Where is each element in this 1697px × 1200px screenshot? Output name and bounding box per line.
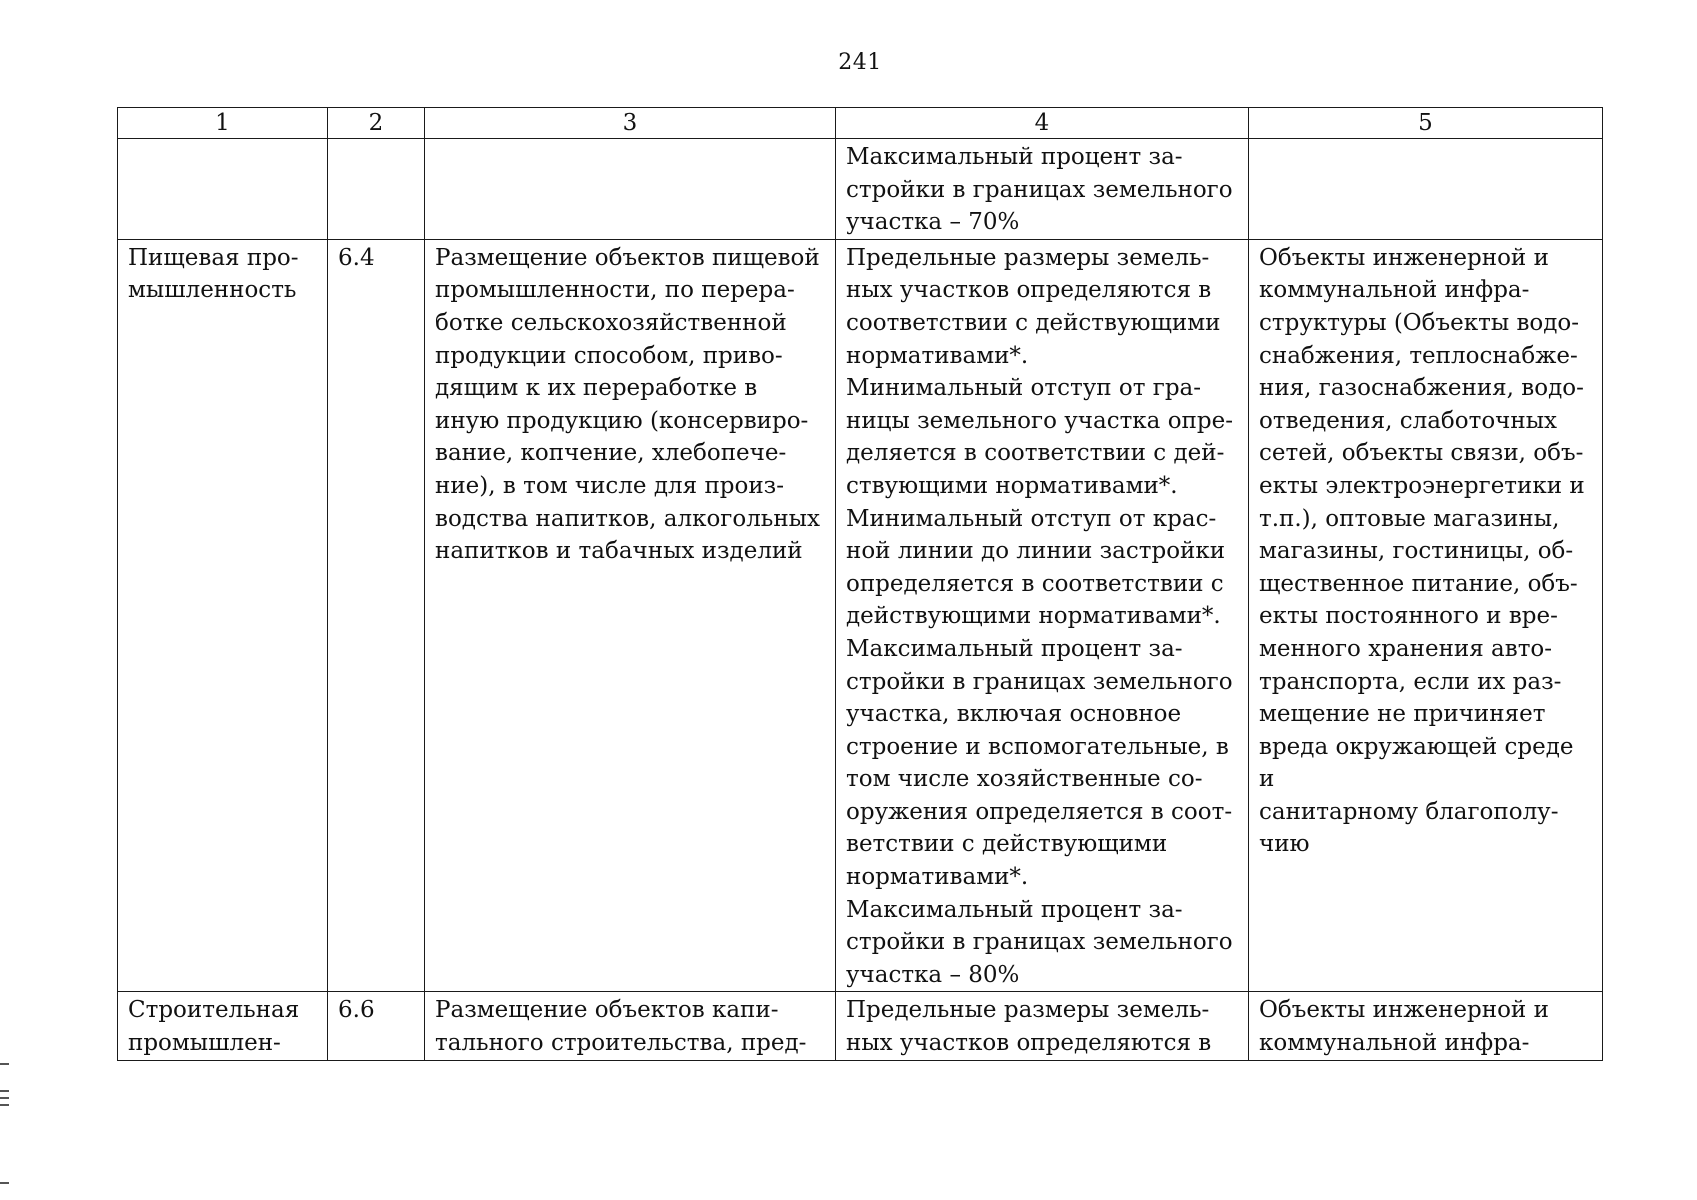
margin-scan-mark xyxy=(0,1063,9,1065)
margin-scan-mark xyxy=(0,1182,9,1184)
use-name-cell: Строительная промышлен- xyxy=(118,992,328,1060)
table-row xyxy=(118,239,1603,992)
parameters-cell: Предельные размеры земель- ных участков определяются в xyxy=(836,992,1249,1060)
auxiliary-uses-cell xyxy=(1249,139,1603,240)
table-row xyxy=(118,139,1603,240)
column-header: 5 xyxy=(1249,108,1603,139)
use-description-cell: Размещение объектов капи- тального строительства, пред- xyxy=(425,992,836,1060)
column-header: 4 xyxy=(836,108,1249,139)
auxiliary-uses-cell: Объекты инженерной и коммунальной инфра- xyxy=(1249,992,1603,1060)
use-name-cell: Пищевая про- мышленность xyxy=(118,239,328,992)
column-header: 3 xyxy=(425,108,836,139)
use-code-cell xyxy=(328,139,425,240)
table-header-row xyxy=(118,108,1603,139)
use-description-cell: Размещение объектов пищевой промышленности, по перера- ботке сельскохозяйственной продукции способом, приво- дящим к их переработке в иную продукцию (консервиро- вание, копчение, хлебопече- ние), в том числе для произ- водства напитков, алкогольных напитков и табачных изделий xyxy=(425,239,836,992)
parameters-cell: Предельные размеры земель- ных участков определяются в соответствии с действующими нормативами*. Минимальный отступ от гра- ницы земельного участка опре- деляется в соответствии с дей- ствующими нормативами*. Минимальный отступ от крас- ной линии до линии застройки определяется в соответствии с действующими нормативами*. Максимальный процент за- стройки в границах земельного участка, включая основное строение и вспомогательные, в том числе хозяйственные со- оружения определяется в соот- ветствии с действующими нормативами*. Максимальный процент за- стройки в границах земельного участка – 80% xyxy=(836,239,1249,992)
use-description-cell xyxy=(425,139,836,240)
margin-scan-mark xyxy=(0,1104,9,1106)
use-code-cell: 6.4 xyxy=(328,239,425,992)
margin-scan-mark xyxy=(0,1090,9,1092)
use-code-cell: 6.6 xyxy=(328,992,425,1060)
page-number: 241 xyxy=(838,50,882,75)
land-use-table xyxy=(117,107,1603,1061)
column-header: 2 xyxy=(328,108,425,139)
auxiliary-uses-cell: Объекты инженерной и коммунальной инфра- структуры (Объекты водо- снабжения, теплоснабже- ния, газоснабжения, водо- отведения, слаботочных сетей, объекты связи, объ- екты электроэнергетики и т.п.), оптовые магазины, магазины, гостиницы, об- щественное питание, объ- екты постоянного и вре- менного хранения авто- транспорта, если их раз- мещение не причиняет вреда окружающей среде и санитарному благополу- чию xyxy=(1249,239,1603,992)
parameters-cell: Максимальный процент за- стройки в границах земельного участка – 70% xyxy=(836,139,1249,240)
use-name-cell xyxy=(118,139,328,240)
margin-scan-mark xyxy=(0,1097,9,1099)
table-row xyxy=(118,992,1603,1060)
column-header: 1 xyxy=(118,108,328,139)
